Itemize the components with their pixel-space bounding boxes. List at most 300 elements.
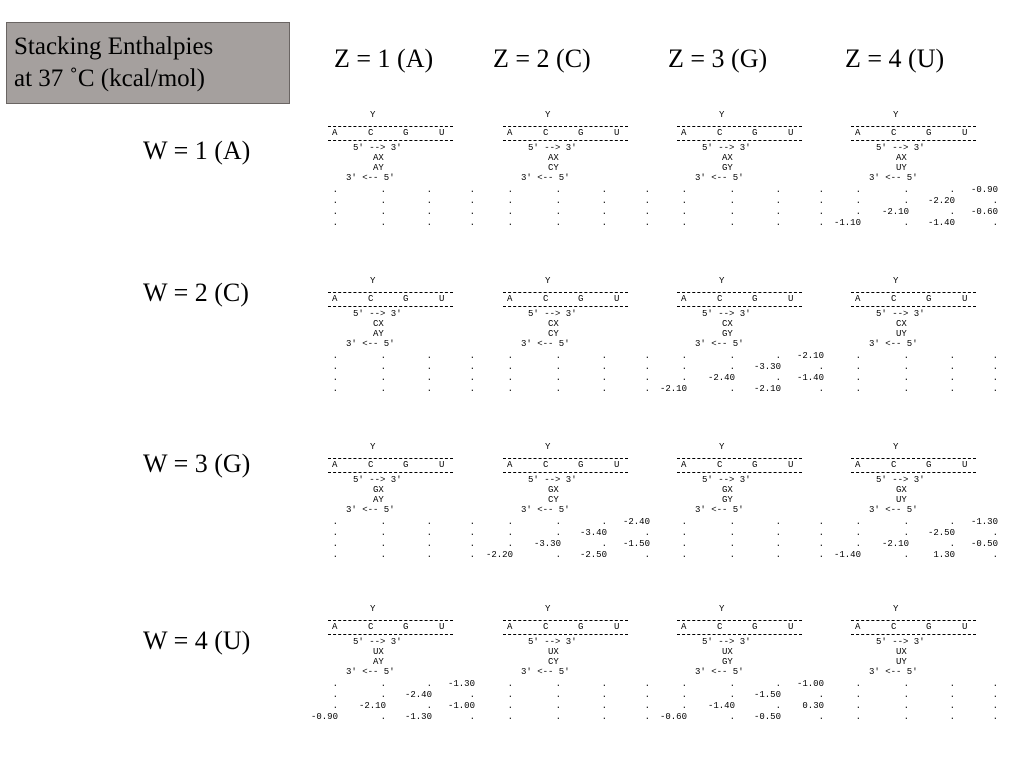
matrix-value: . [507, 528, 513, 538]
col-label: C [891, 294, 897, 304]
col-label: G [926, 622, 932, 632]
matrix-value: . [555, 550, 561, 560]
matrix-value: . [601, 517, 607, 527]
z-header-1: Z = 1 (A) [334, 44, 434, 73]
matrix-value: . [729, 517, 735, 527]
matrix-value: . [426, 207, 432, 217]
five-to-three: 5' --> 3' [702, 637, 751, 647]
title-box [6, 22, 290, 104]
three-to-five: 3' <-- 5' [346, 339, 395, 349]
matrix-value: -2.10 [358, 701, 386, 711]
matrix-value: -1.10 [833, 218, 861, 228]
three-to-five: 3' <-- 5' [521, 339, 570, 349]
three-to-five: 3' <-- 5' [695, 173, 744, 183]
cell-w1-z4 [833, 110, 1024, 280]
matrix-value: . [555, 679, 561, 689]
three-to-five: 3' <-- 5' [695, 339, 744, 349]
z-header-3: Z = 3 (G) [668, 44, 768, 73]
matrix-value: . [601, 384, 607, 394]
matrix-value: . [332, 701, 338, 711]
matrix-value: . [729, 384, 735, 394]
matrix-value: -1.30 [447, 679, 475, 689]
matrix-value: . [992, 362, 998, 372]
matrix-value: . [380, 679, 386, 689]
col-label: A [855, 128, 861, 138]
matrix-value: . [380, 351, 386, 361]
matrix-value: -2.40 [404, 690, 432, 700]
y-label: Y [545, 442, 551, 452]
pair-top: CX [896, 319, 907, 329]
col-label: C [543, 128, 549, 138]
matrix-value: . [992, 218, 998, 228]
five-to-three: 5' --> 3' [528, 637, 577, 647]
y-label: Y [719, 110, 725, 120]
cell-w4-z1 [310, 604, 508, 774]
matrix-value: . [469, 712, 475, 722]
matrix-value: . [601, 351, 607, 361]
matrix-value: . [903, 373, 909, 383]
pair-top: GX [548, 485, 559, 495]
matrix-value: . [380, 185, 386, 195]
matrix-value: . [903, 185, 909, 195]
col-label: A [681, 128, 687, 138]
matrix-value: . [601, 712, 607, 722]
matrix-value: . [469, 373, 475, 383]
col-label: G [403, 622, 409, 632]
pair-top: UX [548, 647, 559, 657]
matrix-value: . [949, 539, 955, 549]
z-header-2: Z = 2 (C) [493, 44, 591, 73]
dashed-rule [677, 472, 802, 473]
matrix-value: . [949, 351, 955, 361]
z-header-4: Z = 4 (U) [845, 44, 945, 73]
col-label: C [368, 294, 374, 304]
pair-top: GX [722, 485, 733, 495]
three-to-five: 3' <-- 5' [695, 505, 744, 515]
matrix-value: . [729, 690, 735, 700]
y-label: Y [370, 110, 376, 120]
matrix-value: . [380, 218, 386, 228]
col-label: U [962, 128, 968, 138]
pair-bottom: AY [373, 657, 384, 667]
matrix-value: . [903, 528, 909, 538]
matrix-value: . [601, 185, 607, 195]
matrix-value: . [775, 185, 781, 195]
matrix-value: . [426, 539, 432, 549]
pair-bottom: CY [548, 163, 559, 173]
col-label: U [788, 294, 794, 304]
matrix-value: -0.90 [970, 185, 998, 195]
pair-top: UX [373, 647, 384, 657]
matrix-value: . [729, 550, 735, 560]
matrix-value: . [855, 539, 861, 549]
matrix-value: -1.50 [753, 690, 781, 700]
matrix-value: . [644, 701, 650, 711]
matrix-value: . [507, 218, 513, 228]
matrix-value: -0.50 [753, 712, 781, 722]
matrix-value: . [332, 218, 338, 228]
matrix-value: . [507, 185, 513, 195]
matrix-value: . [380, 712, 386, 722]
col-label: A [507, 460, 513, 470]
matrix-value: . [903, 679, 909, 689]
matrix-value: . [555, 517, 561, 527]
col-label: A [507, 128, 513, 138]
pair-bottom: AY [373, 329, 384, 339]
matrix-value: . [601, 362, 607, 372]
matrix-value: . [380, 362, 386, 372]
dashed-rule [503, 634, 628, 635]
matrix-value: . [380, 207, 386, 217]
five-to-three: 5' --> 3' [876, 309, 925, 319]
y-label: Y [893, 276, 899, 286]
col-label: U [439, 128, 445, 138]
y-label: Y [545, 110, 551, 120]
matrix-value: . [507, 351, 513, 361]
matrix-value: . [644, 351, 650, 361]
matrix-value: . [469, 207, 475, 217]
col-label: U [788, 460, 794, 470]
pair-bottom: GY [722, 495, 733, 505]
matrix-value: . [380, 690, 386, 700]
y-label: Y [545, 276, 551, 286]
col-label: G [403, 128, 409, 138]
matrix-value: . [426, 701, 432, 711]
col-label: G [752, 460, 758, 470]
dashed-rule [851, 634, 976, 635]
matrix-value: . [729, 539, 735, 549]
col-label: U [962, 294, 968, 304]
matrix-value: . [555, 196, 561, 206]
matrix-value: . [818, 207, 824, 217]
matrix-value: . [949, 373, 955, 383]
five-to-three: 5' --> 3' [353, 475, 402, 485]
dashed-rule [328, 140, 453, 141]
matrix-value: . [681, 196, 687, 206]
matrix-value: . [644, 218, 650, 228]
dashed-rule [328, 292, 453, 293]
pair-bottom: GY [722, 163, 733, 173]
matrix-value: . [555, 218, 561, 228]
cell-w3-z4 [833, 442, 1024, 612]
title-line-2: at 37 ˚C (kcal/mol) [14, 65, 205, 92]
matrix-value: . [644, 384, 650, 394]
matrix-value: . [332, 528, 338, 538]
dashed-rule [851, 472, 976, 473]
matrix-value: . [818, 550, 824, 560]
pair-bottom: UY [896, 163, 907, 173]
matrix-value: . [469, 539, 475, 549]
five-to-three: 5' --> 3' [702, 143, 751, 153]
five-to-three: 5' --> 3' [876, 143, 925, 153]
col-label: C [891, 460, 897, 470]
y-label: Y [370, 604, 376, 614]
matrix-value: . [332, 550, 338, 560]
y-label: Y [719, 276, 725, 286]
matrix-value: . [380, 517, 386, 527]
matrix-value: . [992, 690, 998, 700]
matrix-value: . [949, 679, 955, 689]
matrix-value: . [855, 207, 861, 217]
dashed-rule [677, 620, 802, 621]
pair-bottom: CY [548, 495, 559, 505]
matrix-value: . [555, 207, 561, 217]
matrix-value: . [644, 373, 650, 383]
matrix-value: . [949, 185, 955, 195]
col-label: G [752, 622, 758, 632]
matrix-value: . [949, 690, 955, 700]
matrix-value: -2.40 [707, 373, 735, 383]
col-label: U [788, 622, 794, 632]
col-label: C [368, 128, 374, 138]
pair-top: AX [896, 153, 907, 163]
matrix-value: . [332, 517, 338, 527]
col-label: G [926, 460, 932, 470]
dashed-rule [503, 472, 628, 473]
pair-top: GX [373, 485, 384, 495]
dashed-rule [328, 634, 453, 635]
col-label: G [403, 294, 409, 304]
matrix-value: . [903, 712, 909, 722]
y-label: Y [545, 604, 551, 614]
cell-w4-z3 [659, 604, 857, 774]
matrix-value: . [729, 196, 735, 206]
matrix-value: -1.40 [796, 373, 824, 383]
col-label: G [752, 294, 758, 304]
matrix-value: . [555, 528, 561, 538]
col-label: C [717, 294, 723, 304]
matrix-value: . [855, 679, 861, 689]
matrix-value: -2.50 [927, 528, 955, 538]
title-line-1: Stacking Enthalpies [14, 33, 214, 60]
matrix-value: . [380, 528, 386, 538]
matrix-value: -1.00 [796, 679, 824, 689]
matrix-value: . [775, 351, 781, 361]
col-label: G [578, 622, 584, 632]
matrix-value: . [818, 218, 824, 228]
three-to-five: 3' <-- 5' [869, 173, 918, 183]
y-label: Y [893, 604, 899, 614]
col-label: G [752, 128, 758, 138]
matrix-value: . [601, 539, 607, 549]
matrix-value: 1.30 [933, 550, 955, 560]
matrix-value: . [949, 384, 955, 394]
matrix-value: . [855, 185, 861, 195]
dashed-rule [677, 126, 802, 127]
matrix-value: . [601, 701, 607, 711]
five-to-three: 5' --> 3' [528, 143, 577, 153]
dashed-rule [851, 292, 976, 293]
matrix-value: -2.10 [753, 384, 781, 394]
col-label: G [926, 294, 932, 304]
matrix-value: . [469, 196, 475, 206]
matrix-value: . [601, 679, 607, 689]
matrix-value: . [332, 185, 338, 195]
y-label: Y [719, 604, 725, 614]
matrix-value: . [855, 517, 861, 527]
matrix-value: -2.40 [622, 517, 650, 527]
matrix-value: . [992, 528, 998, 538]
matrix-value: . [729, 362, 735, 372]
matrix-value: . [903, 550, 909, 560]
cell-w2-z3 [659, 276, 857, 446]
w-header-2: W = 2 (C) [143, 278, 249, 307]
matrix-value: . [855, 701, 861, 711]
matrix-value: . [644, 196, 650, 206]
matrix-value: . [555, 701, 561, 711]
matrix-value: . [855, 712, 861, 722]
pair-top: AX [548, 153, 559, 163]
matrix-value: -1.40 [927, 218, 955, 228]
matrix-value: . [681, 701, 687, 711]
pair-top: CX [722, 319, 733, 329]
matrix-value: . [601, 207, 607, 217]
matrix-value: . [855, 384, 861, 394]
matrix-value: . [681, 218, 687, 228]
matrix-value: . [332, 362, 338, 372]
matrix-value: . [555, 384, 561, 394]
matrix-value: . [818, 712, 824, 722]
dashed-rule [503, 292, 628, 293]
cell-w1-z3 [677, 110, 857, 280]
matrix-value: . [818, 196, 824, 206]
pair-bottom: UY [896, 495, 907, 505]
matrix-value: . [992, 196, 998, 206]
w-header-1: W = 1 (A) [143, 136, 251, 165]
pair-bottom: AY [373, 163, 384, 173]
three-to-five: 3' <-- 5' [521, 173, 570, 183]
matrix-value: . [469, 351, 475, 361]
col-label: C [368, 460, 374, 470]
y-label: Y [370, 276, 376, 286]
matrix-value: . [380, 196, 386, 206]
col-label: U [439, 294, 445, 304]
matrix-value: . [729, 528, 735, 538]
matrix-value: . [507, 679, 513, 689]
matrix-value: . [775, 218, 781, 228]
matrix-value: -1.50 [622, 539, 650, 549]
matrix-value: . [644, 207, 650, 217]
dashed-rule [677, 458, 802, 459]
matrix-value: . [775, 207, 781, 217]
matrix-value: . [426, 679, 432, 689]
matrix-value: . [555, 185, 561, 195]
cell-w2-z4 [851, 276, 1024, 446]
matrix-value: . [469, 550, 475, 560]
matrix-value: . [507, 373, 513, 383]
matrix-value: . [855, 373, 861, 383]
matrix-value: -1.30 [970, 517, 998, 527]
matrix-value: . [992, 712, 998, 722]
matrix-value: . [507, 384, 513, 394]
col-label: U [439, 622, 445, 632]
matrix-value: . [469, 218, 475, 228]
matrix-value: . [332, 690, 338, 700]
matrix-value: . [601, 218, 607, 228]
col-label: C [543, 460, 549, 470]
matrix-value: . [380, 550, 386, 560]
five-to-three: 5' --> 3' [528, 475, 577, 485]
col-label: U [614, 622, 620, 632]
matrix-value: . [555, 712, 561, 722]
matrix-value: . [332, 351, 338, 361]
matrix-value: -2.10 [659, 384, 687, 394]
matrix-value: -2.10 [881, 539, 909, 549]
dashed-rule [328, 472, 453, 473]
matrix-value: . [601, 690, 607, 700]
col-label: G [578, 460, 584, 470]
col-label: C [891, 128, 897, 138]
matrix-value: . [775, 679, 781, 689]
cell-w3-z2 [485, 442, 683, 612]
matrix-value: . [507, 207, 513, 217]
matrix-value: -2.20 [485, 550, 513, 560]
matrix-value: . [426, 517, 432, 527]
matrix-value: . [681, 373, 687, 383]
matrix-value: . [681, 690, 687, 700]
pair-top: CX [373, 319, 384, 329]
col-label: A [507, 622, 513, 632]
matrix-value: . [332, 384, 338, 394]
matrix-value: -1.40 [833, 550, 861, 560]
matrix-value: . [903, 218, 909, 228]
cell-w3-z3 [677, 442, 857, 612]
matrix-value: . [681, 362, 687, 372]
pair-top: CX [548, 319, 559, 329]
cell-w1-z1 [328, 110, 508, 280]
five-to-three: 5' --> 3' [353, 309, 402, 319]
matrix-value: . [507, 539, 513, 549]
col-label: A [855, 622, 861, 632]
matrix-value: . [992, 679, 998, 689]
matrix-value: . [507, 690, 513, 700]
matrix-value: . [729, 185, 735, 195]
matrix-value: . [992, 373, 998, 383]
three-to-five: 3' <-- 5' [869, 667, 918, 677]
w-header-4: W = 4 (U) [143, 626, 251, 655]
matrix-value: . [775, 528, 781, 538]
matrix-value: -3.30 [533, 539, 561, 549]
pair-top: UX [722, 647, 733, 657]
matrix-value: . [729, 679, 735, 689]
matrix-value: . [555, 690, 561, 700]
y-label: Y [893, 442, 899, 452]
matrix-value: . [681, 185, 687, 195]
dashed-rule [677, 292, 802, 293]
dashed-rule [328, 306, 453, 307]
dashed-rule [328, 126, 453, 127]
five-to-three: 5' --> 3' [876, 475, 925, 485]
col-label: G [403, 460, 409, 470]
col-label: A [681, 460, 687, 470]
matrix-value: . [644, 690, 650, 700]
col-label: U [962, 460, 968, 470]
pair-top: GX [896, 485, 907, 495]
cell-w2-z1 [328, 276, 508, 446]
matrix-value: . [992, 701, 998, 711]
matrix-value: . [818, 517, 824, 527]
pair-top: AX [373, 153, 384, 163]
dashed-rule [503, 140, 628, 141]
col-label: A [332, 460, 338, 470]
col-label: A [332, 128, 338, 138]
matrix-value: -1.40 [707, 701, 735, 711]
matrix-value: . [903, 517, 909, 527]
matrix-value: . [855, 196, 861, 206]
pair-bottom: UY [896, 657, 907, 667]
five-to-three: 5' --> 3' [353, 637, 402, 647]
matrix-value: . [903, 196, 909, 206]
